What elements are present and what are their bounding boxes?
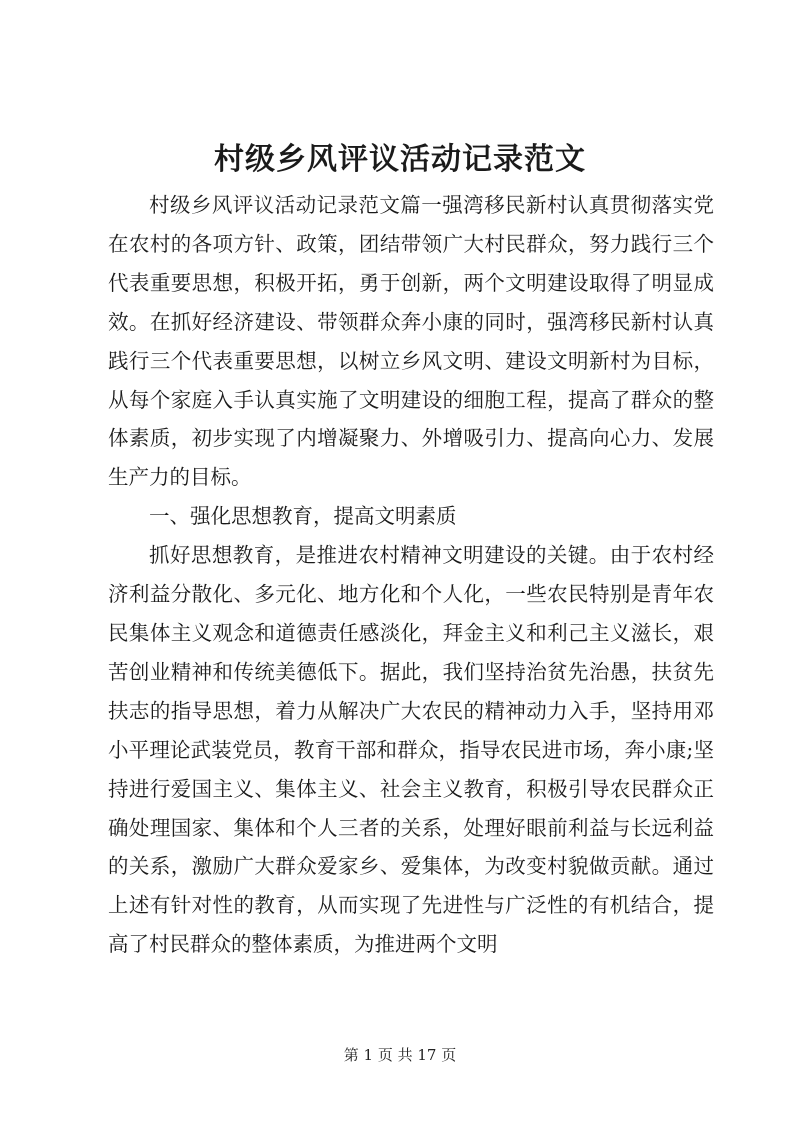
paragraph-intro: 村级乡风评议活动记录范文篇一强湾移民新村认真贯彻落实党在农村的各项方针、政策，团结带领广大村民群众，努力践行三个代表重要思想，积极开拓，勇于创新，两个文明建设取得了明显成效。在抓好经济建设、带领群众奔小康的同时，强湾移民新村认真践行三个代表重要思想，以树立乡风文明、建设文明新村为目标，从每个家庭入手认真实施了文明建设的细胞工程，提高了群众的整体素质，初步实现了内增凝聚力、外增吸引力、提高向心力、发展生产力的目标。 bbox=[108, 193, 714, 490]
paragraph-section-1: 抓好思想教育，是推进农村精神文明建设的关键。由于农村经济利益分散化、多元化、地方化和个人化，一些农民特别是青年农民集体主义观念和道德责任感淡化，拜金主义和利己主义滋长，艰苦创业精神和传统美德低下。据此，我们坚持治贫先治愚，扶贫先扶志的指导思想，着力从解决广大农民的精神动力入手，坚持用邓小平理论武装党员，教育干部和群众，指导农民进市场，奔小康;坚持进行爱国主义、集体主义、社会主义教育，积极引导农民群众正确处理国家、集体和个人三者的关系，处理好眼前利益与长远利益的关系，激励广大群众爱家乡、爱集体，为改变村貌做贡献。通过上述有针对性的教育，从而实现了先进性与广泛性的有机结合，提高了村民群众的整体素质，为推进两个文明 bbox=[108, 543, 714, 957]
page-number-footer: 第 1 页 共 17 页 bbox=[343, 1046, 457, 1064]
document-body bbox=[108, 186, 714, 964]
document-title: 村级乡风评议活动记录范文 bbox=[214, 142, 586, 177]
section-heading-1: 一、强化思想教育，提高文明素质 bbox=[149, 504, 457, 529]
